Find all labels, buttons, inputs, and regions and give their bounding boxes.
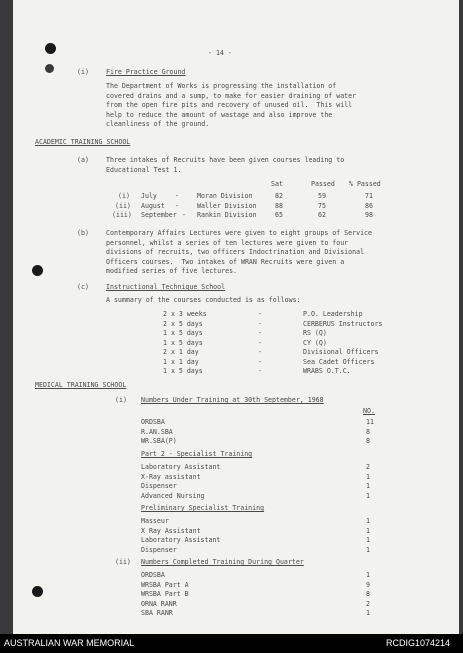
paragraph-line: modified series of five lectures. — [106, 267, 238, 275]
item-label: WRSBA Part B — [141, 590, 189, 598]
row-sat: 65 — [275, 211, 283, 219]
item-label: ORDSBA — [141, 571, 165, 579]
item-label: Advanced Nursing — [141, 491, 205, 500]
course-name: P.O. Leadership — [303, 310, 363, 318]
row-month: August — [141, 201, 165, 210]
course-duration: 1 x 5 days — [163, 329, 203, 337]
section-number: (ii) — [115, 558, 131, 566]
paragraph-line: help to reduce the amount of wastage and also improve the — [106, 110, 333, 119]
punch-hole — [45, 64, 54, 73]
course-duration: 1 x 5 days — [163, 367, 203, 375]
row-dash: - — [175, 192, 179, 200]
course-dash: - — [258, 348, 262, 356]
course-dash: - — [258, 338, 262, 347]
row-passed: 62 — [318, 211, 326, 219]
course-dash: - — [258, 329, 262, 337]
item-value: 11 — [366, 418, 374, 426]
section-number: (b) — [77, 229, 89, 237]
row-percent: 71 — [365, 192, 373, 200]
item-label: X Ray Assistant — [141, 526, 201, 535]
paragraph-line: Contemporary Affairs Lectures were given to eight groups of Service — [106, 229, 372, 237]
section-number: (a) — [77, 156, 89, 164]
row-sat: 88 — [275, 201, 283, 210]
column-header: % Passed — [349, 180, 381, 188]
course-name: Sea Cadet Officers — [303, 357, 375, 366]
course-duration: 1 x 1 day — [163, 357, 199, 366]
subsection-heading: Preliminary Specialist Training — [141, 504, 265, 512]
paragraph-line: divisions of recruits, two officers Indoctrination and Divisional — [106, 248, 365, 256]
item-value: 1 — [366, 517, 370, 525]
course-duration: 2 x 5 days — [163, 319, 203, 328]
section-heading: Numbers Under Training at 30th September, 1968 — [141, 396, 324, 404]
section-number: (c) — [77, 283, 89, 291]
subsection-heading: Part 2 - Specialist Training — [141, 450, 253, 458]
item-label: WR.SBA(P) — [141, 437, 177, 445]
section-number: (i) — [77, 68, 89, 76]
item-label: ORDSBA — [141, 418, 165, 426]
item-value: 9 — [366, 580, 370, 589]
row-division: Waller Division — [197, 201, 257, 210]
item-value: 1 — [366, 526, 370, 535]
item-label: ORNA RANR — [141, 599, 177, 608]
item-value: 1 — [366, 482, 370, 490]
course-name: RS (Q) — [303, 329, 327, 337]
course-dash: - — [258, 310, 262, 318]
item-value: 1 — [366, 609, 370, 617]
paragraph-line: A summary of the courses conducted is as follows: — [106, 296, 301, 304]
item-label: Laboratory Assistant — [141, 463, 221, 471]
row-division: Rankin Division — [197, 211, 257, 219]
row-dash: - — [182, 211, 186, 219]
item-value: 1 — [366, 472, 370, 481]
row-division: Moran Division — [197, 192, 253, 200]
column-header: Sat — [271, 180, 283, 188]
item-label: Dispenser — [141, 482, 177, 490]
item-label: Laboratory Assistant — [141, 536, 221, 544]
item-label: Dispenser — [141, 545, 177, 554]
footer-source: AUSTRALIAN WAR MEMORIAL — [4, 638, 135, 648]
item-value: 1 — [366, 545, 370, 554]
item-value: 2 — [366, 463, 370, 471]
item-label: R.AN.SBA — [141, 427, 173, 436]
row-percent: 98 — [365, 211, 373, 219]
course-dash: - — [258, 319, 262, 328]
row-month: July — [141, 192, 157, 200]
course-dash: - — [258, 357, 262, 366]
item-value: 8 — [366, 590, 370, 598]
section-heading: Fire Practice Ground — [106, 68, 186, 76]
column-header: NO. — [363, 407, 375, 415]
item-label: SBA RANR — [141, 609, 173, 617]
section-heading: Instructional Technique School — [106, 283, 226, 291]
course-name: CY (Q) — [303, 338, 327, 347]
paragraph-line: Educational Test 1. — [106, 165, 182, 174]
section-heading: ACADEMIC TRAINING SCHOOL — [35, 138, 131, 146]
item-label: WRSBA Part A — [141, 580, 189, 589]
punch-hole — [32, 586, 43, 597]
course-name: WRABS O.T.C. — [303, 367, 351, 375]
paragraph-line: Three intakes of Recruits have been given courses leading to — [106, 156, 345, 164]
course-dash: - — [258, 367, 262, 375]
section-number: (i) — [115, 396, 127, 404]
row-passed: 75 — [318, 201, 326, 210]
row-number: (i) — [118, 192, 130, 200]
course-duration: 2 x 3 weeks — [163, 310, 207, 318]
item-value: 2 — [366, 599, 370, 608]
item-value: 1 — [366, 491, 370, 500]
item-label: X-Ray assistant — [141, 472, 201, 481]
paragraph-line: The Department of Works is progressing the installation of — [106, 82, 337, 90]
course-name: CERBERUS Instructors — [303, 319, 383, 328]
section-heading: Numbers Completed Training During Quarter — [141, 558, 304, 566]
paragraph-line: Officers courses. Two intakes of WRAN Recruits were given a — [106, 257, 345, 266]
footer-record-id: RCDIG1074214 — [386, 638, 451, 648]
course-name: Divisional Officers — [303, 348, 379, 356]
row-dash: - — [175, 201, 179, 210]
document-page — [13, 0, 459, 634]
punch-hole — [32, 265, 43, 276]
item-value: 8 — [366, 437, 370, 445]
paragraph-line: personnel, whilst a series of ten lectures were given to four — [106, 238, 349, 247]
column-header: Passed — [311, 180, 335, 188]
row-number: (iii) — [112, 211, 132, 219]
course-duration: 2 x 1 day — [163, 348, 199, 356]
course-duration: 1 x 5 days — [163, 338, 203, 347]
archive-footer — [0, 634, 463, 653]
paragraph-line: from the open fire pits and recovery of unused oil. This will — [106, 101, 353, 109]
row-percent: 86 — [365, 201, 373, 210]
punch-hole — [45, 43, 56, 54]
item-value: 1 — [366, 571, 370, 579]
paragraph-line: covered drains and a sump, to make for easier draining of water — [106, 91, 357, 100]
page-number: - 14 - — [208, 49, 232, 57]
row-month: September — [141, 211, 177, 219]
paragraph-line: cleanliness of the ground. — [106, 120, 210, 128]
item-value: 8 — [366, 427, 370, 436]
row-passed: 59 — [318, 192, 326, 200]
row-number: (ii) — [115, 201, 131, 210]
row-sat: 82 — [275, 192, 283, 200]
section-heading: MEDICAL TRAINING SCHOOL — [35, 381, 127, 389]
item-value: 1 — [366, 536, 370, 544]
item-label: Masseur — [141, 517, 169, 525]
